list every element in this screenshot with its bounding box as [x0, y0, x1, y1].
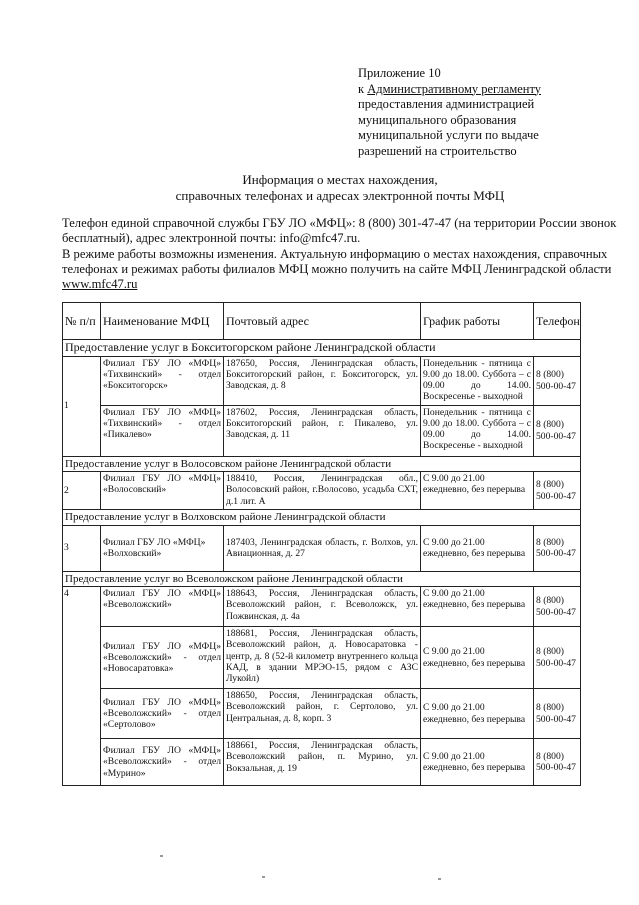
branch-name: Филиал ГБУ ЛО «МФЦ» «Волосовский» — [101, 472, 224, 510]
intro-text — [62, 216, 622, 292]
branch-address: 188650, Россия, Ленинградская область, Всеволожский район, г. Сертолово, ул. Центральная, д. 8, корп. 3 — [224, 689, 421, 739]
regulation-link[interactable]: Административному регламенту — [367, 81, 542, 96]
branch-schedule: Понедельник - пятница с 9.00 до 18.00. Суббота – с 09.00 до 14.00. Воскресенье - выходной — [421, 405, 534, 456]
branch-schedule: С 9.00 до 21.00 ежедневно, без перерыва — [421, 472, 534, 510]
header-schedule: График работы — [421, 303, 534, 340]
table-row — [63, 587, 581, 627]
hotline-paragraph: Телефон единой справочной службы ГБУ ЛО «МФЦ»: 8 (800) 301-47-47 (на территории России звонок бесплатный), адрес электронной почты: info@mfc47.ru. — [62, 216, 617, 246]
branch-address: 187403, Ленинградская область, г. Волхов, ул. Авиационная, д. 27 — [224, 525, 421, 571]
appendix-number: Приложение 10 — [358, 66, 441, 80]
branch-name: Филиал ГБУ ЛО «МФЦ» «Волховский» — [101, 525, 224, 571]
branch-name: Филиал ГБУ ЛО «МФЦ» «Всеволожский» — [101, 587, 224, 627]
notice-text: В режиме работы возможны изменения. Актуальную информацию о местах нахождения, справочных телефонах и режимах работы филиалов МФЦ можно получить на сайте МФЦ Ленинградской области — [62, 246, 612, 276]
title-line-1: Информация о местах нахождения, — [242, 172, 438, 187]
section-vsevolozhsk: Предоставление услуг во Всеволожском районе Ленинградской области — [63, 571, 581, 587]
appendix-line-6: разрешений на строительство — [358, 143, 517, 158]
row-number: 4 — [63, 587, 101, 786]
section-row — [63, 340, 581, 357]
document-title — [60, 172, 620, 203]
scan-speck — [160, 855, 163, 857]
section-row — [63, 510, 581, 526]
table-row — [63, 739, 581, 786]
branch-name: Филиал ГБУ ЛО «МФЦ» «Тихвинский» - отдел «Пикалево» — [101, 405, 224, 456]
row-number: 3 — [63, 525, 101, 571]
appendix-prefix: к — [358, 81, 368, 96]
branch-phone: 8 (800) 500-00-47 — [534, 472, 581, 510]
table-row — [63, 356, 581, 405]
branch-phone: 8 (800) 500-00-47 — [534, 627, 581, 689]
appendix-line-5: муниципальной услуги по выдаче — [358, 128, 539, 143]
section-row — [63, 456, 581, 472]
header-phone: Телефон — [534, 303, 581, 340]
branch-name: Филиал ГБУ ЛО «МФЦ» «Всеволожский» - отдел «Новосаратовка» — [101, 627, 224, 689]
appendix-block — [358, 66, 628, 160]
header-num: № п/п — [63, 303, 101, 340]
branch-schedule: С 9.00 до 21.00 ежедневно, без перерыва — [421, 627, 534, 689]
branch-address: 187602, Россия, Ленинградская область, Бокситогорский район, г. Пикалево, ул. Заводская, д. 11 — [224, 405, 421, 456]
branch-phone: 8 (800) 500-00-47 — [534, 356, 581, 405]
branch-schedule: С 9.00 до 21.00 ежедневно, без перерыва — [421, 739, 534, 786]
section-row — [63, 571, 581, 587]
branch-phone: 8 (800) 500-00-47 — [534, 405, 581, 456]
branch-schedule: Понедельник - пятница с 9.00 до 18.00. Суббота – с 09.00 до 14.00. Воскресенье - выходной — [421, 356, 534, 405]
table-header-row — [63, 303, 581, 340]
branch-address: 188661, Россия, Ленинградская область, Всеволожский район, п. Мурино, ул. Вокзальная, д. 19 — [224, 739, 421, 786]
appendix-reference — [358, 82, 628, 98]
section-boksitogorsk: Предоставление услуг в Бокситогорском районе Ленинградской области — [63, 340, 581, 357]
branch-address: 187650, Россия, Ленинградская область, Бокситогорский район, г. Бокситогорск, ул. Заводская, д. 8 — [224, 356, 421, 405]
notice-paragraph — [62, 247, 622, 293]
row-number: 2 — [63, 472, 101, 510]
header-address: Почтовый адрес — [224, 303, 421, 340]
table-row — [63, 689, 581, 739]
branch-phone: 8 (800) 500-00-47 — [534, 689, 581, 739]
branch-phone: 8 (800) 500-00-47 — [534, 525, 581, 571]
branch-phone: 8 (800) 500-00-47 — [534, 739, 581, 786]
section-volkhov: Предоставление услуг в Волховском районе Ленинградской области — [63, 510, 581, 526]
appendix-line-3: предоставления администрацией — [358, 97, 535, 112]
branch-schedule: С 9.00 до 21.00 ежедневно, без перерыва — [421, 689, 534, 739]
section-volosovo: Предоставление услуг в Волосовском районе Ленинградской области — [63, 456, 581, 472]
branch-address: 188410, Россия, Ленинградская обл., Волосовский район, г.Волосово, усадьба СХТ, д.1 лит. А — [224, 472, 421, 510]
branch-name: Филиал ГБУ ЛО «МФЦ» «Всеволожский» - отдел «Сертолово» — [101, 689, 224, 739]
table-row — [63, 525, 581, 571]
branch-schedule: С 9.00 до 21.00 ежедневно, без перерыва — [421, 525, 534, 571]
title-line-2: справочных телефонах и адресах электронной почты МФЦ — [175, 187, 505, 203]
branch-name: Филиал ГБУ ЛО «МФЦ» «Тихвинский» - отдел «Бокситогорск» — [101, 356, 224, 405]
table-row — [63, 472, 581, 510]
scan-speck — [438, 878, 441, 880]
branch-address: 188681, Россия, Ленинградская область, Всеволожский район, д. Новосаратовка - центр, д. 8 (52-й километр внутреннего кольца КАД, в здании МРЭО-15, рядом с АЗС Лукойл) — [224, 627, 421, 689]
branch-schedule: С 9.00 до 21.00 ежедневно, без перерыва — [421, 587, 534, 627]
scan-speck — [262, 876, 265, 878]
table-row — [63, 627, 581, 689]
branch-phone: 8 (800) 500-00-47 — [534, 587, 581, 627]
header-name: Наименование МФЦ — [101, 303, 224, 340]
mfc-table — [62, 302, 581, 786]
branch-address: 188643, Россия, Ленинградская область, Всеволожский район, г. Всеволожск, ул. Пожвинская, д. 4а — [224, 587, 421, 627]
branch-name: Филиал ГБУ ЛО «МФЦ» «Всеволожский» - отдел «Мурино» — [101, 739, 224, 786]
row-number: 1 — [63, 356, 101, 456]
table-row — [63, 405, 581, 456]
appendix-line-4: муниципального образования — [358, 112, 517, 127]
website-link[interactable]: www.mfc47.ru — [62, 277, 138, 292]
